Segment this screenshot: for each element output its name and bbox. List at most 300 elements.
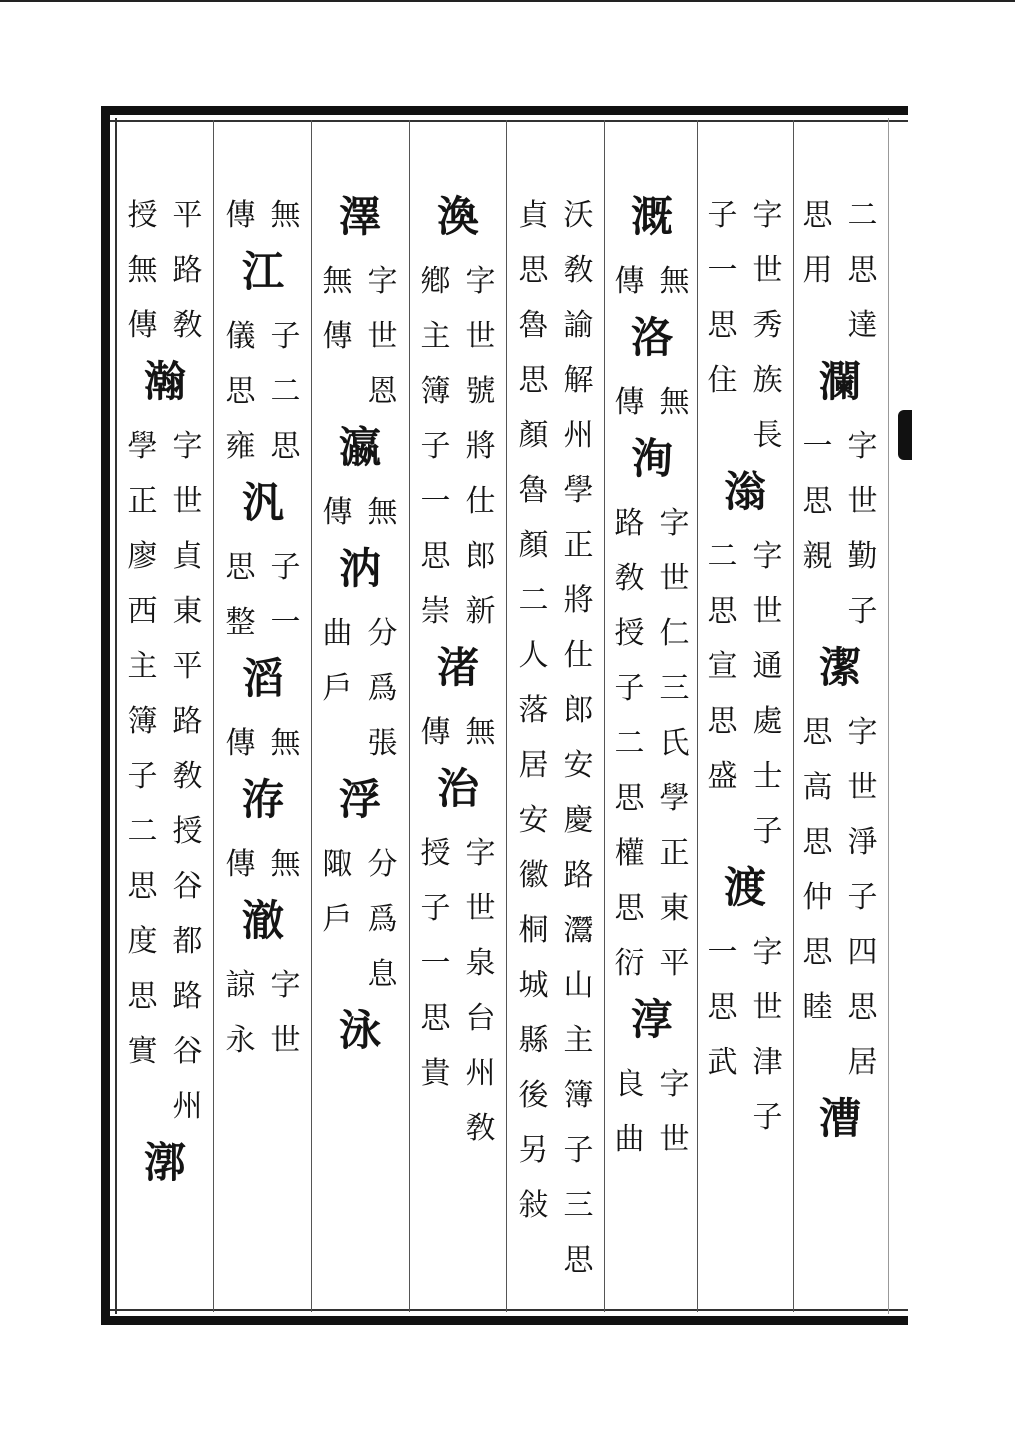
annotation-right [360, 837, 405, 1002]
annotation-pair [700, 188, 790, 463]
name-heading: 渚 [436, 643, 479, 692]
glyph: 路 [563, 858, 594, 893]
text-column-8 [120, 188, 210, 1308]
glyph: 慶 [563, 803, 594, 838]
glyph: 灊 [563, 913, 594, 948]
glyph: 敎 [172, 308, 203, 343]
glyph: 傳 [322, 495, 353, 530]
glyph: 泉 [465, 946, 496, 981]
annotation-pair [315, 606, 405, 771]
glyph: 顏 [518, 418, 549, 453]
glyph: 號 [465, 374, 496, 409]
glyph: 世 [752, 990, 783, 1025]
glyph: 郎 [465, 539, 496, 574]
glyph: 爲 [367, 671, 398, 706]
glyph: 貴 [420, 1056, 451, 1091]
glyph: 分 [367, 616, 398, 651]
annotation-right [745, 925, 790, 1145]
glyph: 安 [518, 803, 549, 838]
glyph: 主 [127, 649, 158, 684]
glyph: 沃 [563, 198, 594, 233]
glyph: 子 [270, 550, 301, 585]
glyph: 永 [225, 1023, 256, 1058]
annotation-pair [795, 188, 885, 298]
glyph: 字 [465, 264, 496, 299]
glyph: 字 [465, 836, 496, 871]
annotation-right [263, 958, 308, 1068]
annotation-left [120, 419, 165, 1134]
glyph: 淨 [847, 825, 878, 860]
glyph: 正 [563, 528, 594, 563]
name-heading: 渙 [436, 192, 479, 241]
glyph: 思 [802, 825, 833, 860]
annotation-right [840, 188, 885, 298]
annotation-right [263, 188, 308, 243]
glyph: 子 [847, 594, 878, 629]
annotation-pair [700, 529, 790, 859]
glyph: 正 [659, 836, 690, 871]
glyph: 思 [270, 429, 301, 464]
annotation-left [700, 188, 745, 463]
glyph: 學 [127, 429, 158, 464]
glyph: 授 [420, 836, 451, 871]
name-heading: 瀚 [143, 357, 186, 406]
glyph: 思 [707, 594, 738, 629]
glyph: 傳 [614, 264, 645, 299]
name-heading: 泳 [338, 1006, 381, 1055]
glyph: 思 [127, 979, 158, 1014]
text-column-3 [607, 188, 697, 1308]
name-heading: 漕 [818, 1094, 861, 1143]
glyph: 無 [322, 264, 353, 299]
glyph: 思 [420, 539, 451, 574]
glyph: 路 [172, 253, 203, 288]
name-heading: 溉 [630, 192, 673, 241]
annotation-left [218, 188, 263, 243]
glyph: 徽 [518, 858, 549, 893]
name-heading: 澈 [241, 896, 284, 945]
name-heading: 淳 [630, 995, 673, 1044]
annotation-pair [511, 188, 601, 1288]
glyph: 恩 [367, 374, 398, 409]
glyph: 簿 [563, 1078, 594, 1113]
annotation-left [218, 837, 263, 892]
glyph: 授 [127, 198, 158, 233]
glyph: 簿 [420, 374, 451, 409]
annotation-left [795, 419, 840, 639]
glyph: 傳 [614, 385, 645, 420]
annotation-right [165, 188, 210, 353]
annotation-pair [607, 254, 697, 309]
glyph: 氏 [659, 726, 690, 761]
annotation-left [315, 254, 360, 419]
glyph: 字 [659, 1067, 690, 1102]
frame-inner-left [115, 118, 117, 1314]
glyph: 世 [367, 319, 398, 354]
glyph: 縣 [518, 1023, 549, 1058]
glyph: 鄕 [420, 264, 451, 299]
annotation-right [840, 705, 885, 1090]
glyph: 州 [465, 1056, 496, 1091]
glyph: 衍 [614, 946, 645, 981]
glyph: 路 [172, 979, 203, 1014]
glyph: 津 [752, 1045, 783, 1080]
annotation-left [795, 705, 840, 1090]
annotation-left [607, 375, 652, 430]
annotation-left [795, 298, 840, 353]
annotation-left [218, 309, 263, 474]
glyph: 陬 [322, 847, 353, 882]
column-divider [409, 120, 410, 1312]
glyph: 勤 [847, 539, 878, 574]
glyph: 一 [802, 429, 833, 464]
name-heading: 洊 [241, 775, 284, 824]
glyph: 州 [563, 418, 594, 453]
text-column-2 [700, 188, 790, 1308]
glyph: 族 [752, 363, 783, 398]
glyph: 世 [847, 484, 878, 519]
glyph: 三 [563, 1188, 594, 1223]
name-heading: 瀛 [338, 423, 381, 472]
annotation-pair [607, 496, 697, 991]
name-heading: 漷 [143, 1138, 186, 1187]
glyph: 東 [172, 594, 203, 629]
annotation-right [263, 837, 308, 892]
annotation-pair [413, 826, 503, 1156]
glyph: 授 [172, 814, 203, 849]
name-heading: 澤 [338, 192, 381, 241]
column-divider [793, 120, 794, 1312]
glyph: 戶 [322, 902, 353, 937]
glyph: 世 [659, 1122, 690, 1157]
annotation-pair [120, 419, 210, 1134]
glyph: 二 [127, 814, 158, 849]
glyph: 正 [127, 484, 158, 519]
annotation-pair [120, 188, 210, 353]
glyph: 州 [172, 1089, 203, 1124]
annotation-right [652, 496, 697, 991]
glyph: 谷 [172, 1034, 203, 1069]
glyph: 處 [752, 704, 783, 739]
frame-border-left [101, 106, 110, 1325]
glyph: 魯 [518, 473, 549, 508]
glyph: 四 [847, 935, 878, 970]
glyph: 一 [420, 946, 451, 981]
glyph: 二 [847, 198, 878, 233]
glyph: 敎 [614, 561, 645, 596]
glyph: 居 [847, 1045, 878, 1080]
glyph: 路 [172, 704, 203, 739]
annotation-right [745, 188, 790, 463]
glyph: 子 [420, 891, 451, 926]
glyph: 授 [614, 616, 645, 651]
glyph: 廖 [127, 539, 158, 574]
name-heading: 治 [436, 764, 479, 813]
glyph: 良 [614, 1067, 645, 1102]
glyph: 字 [847, 715, 878, 750]
glyph: 子 [707, 198, 738, 233]
glyph: 二 [518, 583, 549, 618]
annotation-pair [795, 419, 885, 639]
glyph: 儀 [225, 319, 256, 354]
glyph: 魯 [518, 308, 549, 343]
glyph: 通 [752, 649, 783, 684]
column-divider [604, 120, 605, 1312]
glyph: 落 [518, 693, 549, 728]
glyph: 思 [614, 891, 645, 926]
annotation-pair [315, 485, 405, 540]
annotation-pair [218, 837, 308, 892]
glyph: 山 [563, 968, 594, 1003]
glyph: 宣 [707, 649, 738, 684]
glyph: 一 [420, 484, 451, 519]
glyph: 度 [127, 924, 158, 959]
annotation-left [120, 188, 165, 353]
annotation-right [652, 1057, 697, 1167]
glyph: 將 [563, 583, 594, 618]
annotation-right [263, 716, 308, 771]
glyph: 貞 [172, 539, 203, 574]
annotation-pair [315, 254, 405, 419]
glyph: 無 [659, 385, 690, 420]
glyph: 一 [707, 253, 738, 288]
glyph: 主 [420, 319, 451, 354]
glyph: 崇 [420, 594, 451, 629]
glyph: 諭 [563, 308, 594, 343]
glyph: 思 [707, 990, 738, 1025]
glyph: 住 [707, 363, 738, 398]
annotation-left [607, 1057, 652, 1167]
glyph: 傳 [127, 308, 158, 343]
scan-top-edge [0, 0, 1015, 2]
name-heading: 浮 [338, 775, 381, 824]
glyph: 桐 [518, 913, 549, 948]
glyph: 傳 [322, 319, 353, 354]
name-heading: 滔 [241, 654, 284, 703]
glyph: 傳 [225, 847, 256, 882]
glyph: 世 [659, 561, 690, 596]
annotation-right [165, 419, 210, 1134]
glyph: 子 [752, 1100, 783, 1135]
glyph: 世 [172, 484, 203, 519]
glyph: 台 [465, 1001, 496, 1036]
glyph: 子 [614, 671, 645, 706]
glyph: 解 [563, 363, 594, 398]
glyph: 字 [172, 429, 203, 464]
glyph: 權 [614, 836, 645, 871]
annotation-right [652, 254, 697, 309]
frame-border-top [103, 106, 908, 115]
glyph: 傳 [225, 726, 256, 761]
annotation-right [360, 254, 405, 419]
annotation-pair [218, 540, 308, 650]
annotation-right [263, 540, 308, 650]
glyph: 居 [518, 748, 549, 783]
glyph: 郎 [563, 693, 594, 728]
annotation-pair [413, 254, 503, 639]
glyph: 達 [847, 308, 878, 343]
annotation-pair [795, 298, 885, 353]
glyph: 簿 [127, 704, 158, 739]
text-column-6 [315, 188, 405, 1308]
glyph: 思 [707, 704, 738, 739]
glyph: 主 [563, 1023, 594, 1058]
glyph: 路 [614, 506, 645, 541]
annotation-left [315, 606, 360, 771]
glyph: 子 [752, 814, 783, 849]
annotation-left [413, 826, 458, 1156]
glyph: 將 [465, 429, 496, 464]
annotation-pair [700, 925, 790, 1145]
annotation-right [840, 419, 885, 639]
glyph: 世 [752, 253, 783, 288]
glyph: 二 [707, 539, 738, 574]
glyph: 字 [847, 429, 878, 464]
glyph: 盛 [707, 759, 738, 794]
glyph: 城 [518, 968, 549, 1003]
glyph: 安 [563, 748, 594, 783]
annotation-left [511, 188, 556, 1288]
glyph: 平 [172, 649, 203, 684]
glyph: 平 [659, 946, 690, 981]
glyph: 思 [802, 198, 833, 233]
glyph: 東 [659, 891, 690, 926]
glyph: 實 [127, 1034, 158, 1069]
text-column-4 [511, 188, 601, 1308]
annotation-left [315, 837, 360, 1002]
glyph: 無 [659, 264, 690, 299]
glyph: 子 [270, 319, 301, 354]
glyph: 武 [707, 1045, 738, 1080]
glyph: 思 [802, 484, 833, 519]
annotation-pair [413, 705, 503, 760]
glyph: 無 [127, 253, 158, 288]
annotation-right [458, 705, 503, 760]
glyph: 無 [270, 847, 301, 882]
annotation-left [607, 496, 652, 991]
glyph: 世 [752, 594, 783, 629]
glyph: 谷 [172, 869, 203, 904]
name-heading: 瀾 [818, 357, 861, 406]
glyph: 學 [563, 473, 594, 508]
glyph: 張 [367, 726, 398, 761]
column-divider [506, 120, 507, 1312]
glyph: 世 [465, 319, 496, 354]
glyph: 親 [802, 539, 833, 574]
annotation-right [360, 606, 405, 771]
text-column-7 [218, 188, 308, 1308]
glyph: 學 [659, 781, 690, 816]
glyph: 子 [563, 1133, 594, 1168]
glyph: 二 [614, 726, 645, 761]
glyph: 思 [847, 253, 878, 288]
annotation-left [413, 254, 458, 639]
glyph: 顏 [518, 528, 549, 563]
glyph: 思 [225, 550, 256, 585]
annotation-right [458, 254, 503, 639]
annotation-left [607, 254, 652, 309]
glyph: 無 [465, 715, 496, 750]
glyph: 雍 [225, 429, 256, 464]
annotation-right [360, 485, 405, 540]
text-column-1 [795, 188, 885, 1308]
glyph: 敎 [465, 1111, 496, 1146]
glyph: 無 [270, 726, 301, 761]
glyph: 仕 [465, 484, 496, 519]
glyph: 用 [802, 253, 833, 288]
frame-border-right [888, 118, 889, 1314]
annotation-pair [218, 716, 308, 771]
column-divider [697, 120, 698, 1312]
name-heading: 汭 [338, 544, 381, 593]
name-heading: 潔 [818, 643, 861, 692]
glyph: 無 [270, 198, 301, 233]
glyph: 字 [659, 506, 690, 541]
frame-border-bottom [103, 1316, 908, 1325]
name-heading: 洵 [630, 434, 673, 483]
glyph: 整 [225, 605, 256, 640]
glyph: 一 [270, 605, 301, 640]
glyph: 戶 [322, 671, 353, 706]
page-edge-tab [898, 410, 912, 460]
glyph: 思 [518, 363, 549, 398]
glyph: 子 [420, 429, 451, 464]
glyph: 高 [802, 770, 833, 805]
annotation-pair [218, 958, 308, 1068]
glyph: 字 [752, 539, 783, 574]
glyph: 曲 [322, 616, 353, 651]
glyph: 世 [847, 770, 878, 805]
glyph: 曲 [614, 1122, 645, 1157]
glyph: 傳 [420, 715, 451, 750]
glyph: 思 [518, 253, 549, 288]
glyph: 二 [270, 374, 301, 409]
annotation-left [218, 958, 263, 1068]
annotation-pair [607, 1057, 697, 1167]
name-heading: 滃 [723, 467, 766, 516]
glyph: 世 [270, 1023, 301, 1058]
annotation-pair [218, 309, 308, 474]
column-divider [213, 120, 214, 1312]
text-column-5 [413, 188, 503, 1308]
glyph: 思 [420, 1001, 451, 1036]
glyph: 貞 [518, 198, 549, 233]
glyph: 無 [367, 495, 398, 530]
glyph: 士 [752, 759, 783, 794]
glyph: 敎 [563, 253, 594, 288]
glyph: 仲 [802, 880, 833, 915]
annotation-left [795, 188, 840, 298]
annotation-right [458, 826, 503, 1156]
glyph: 諒 [225, 968, 256, 1003]
column-divider [311, 120, 312, 1312]
annotation-pair [315, 837, 405, 1002]
glyph: 睦 [802, 990, 833, 1025]
glyph: 敍 [518, 1188, 549, 1223]
glyph: 另 [518, 1133, 549, 1168]
glyph: 傳 [225, 198, 256, 233]
annotation-left [218, 716, 263, 771]
glyph: 長 [752, 418, 783, 453]
glyph: 敎 [172, 759, 203, 794]
glyph: 字 [270, 968, 301, 1003]
glyph: 仁 [659, 616, 690, 651]
name-heading: 渡 [723, 863, 766, 912]
name-heading: 洛 [630, 313, 673, 362]
glyph: 秀 [752, 308, 783, 343]
annotation-right [652, 375, 697, 430]
annotation-right [745, 529, 790, 859]
